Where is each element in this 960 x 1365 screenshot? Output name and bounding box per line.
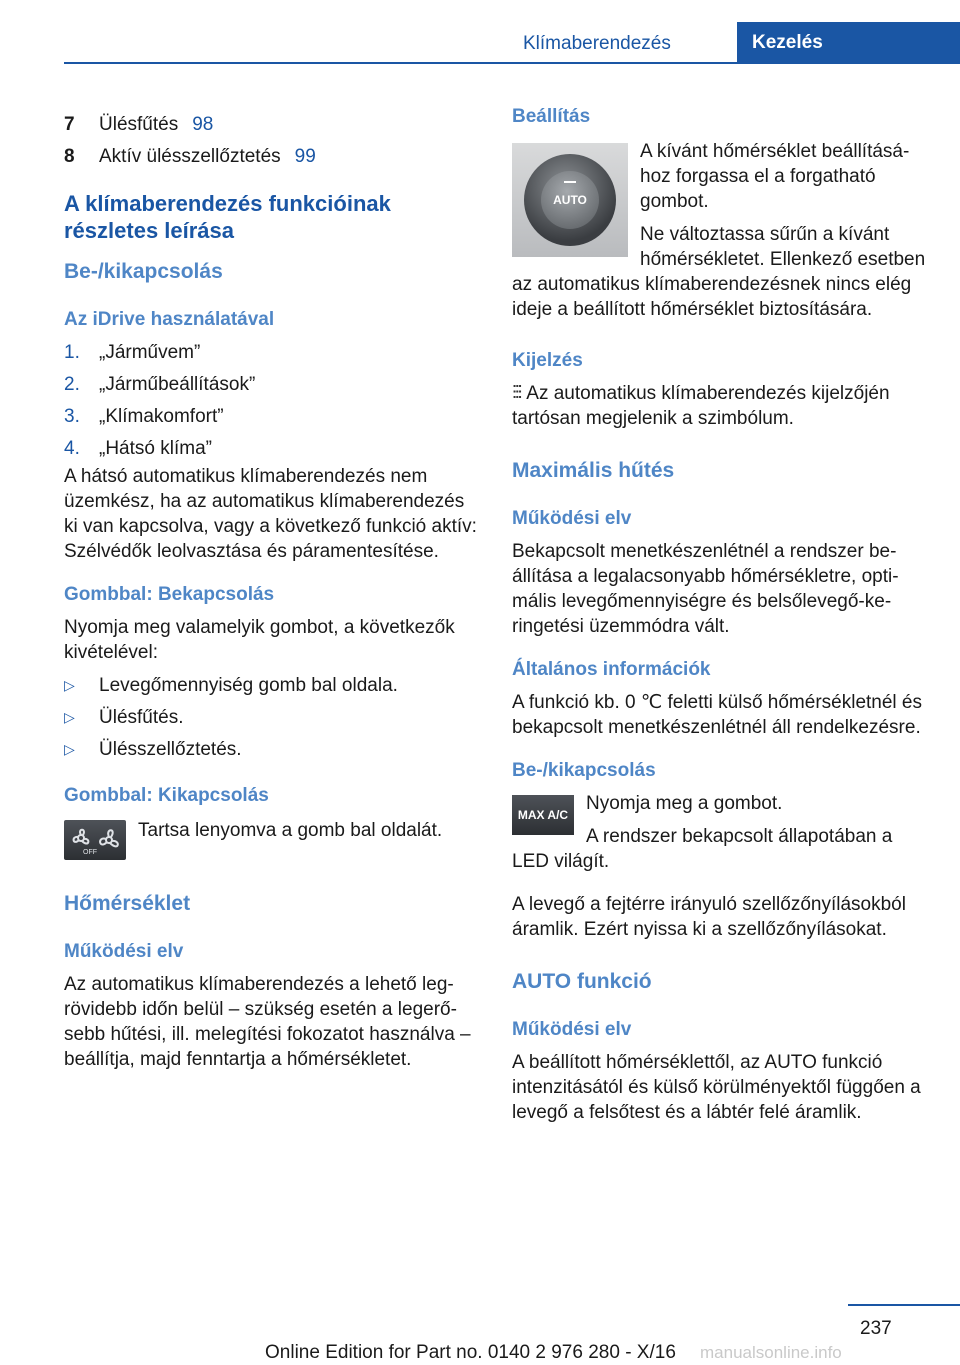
display-heading: Kijelzés <box>512 350 583 371</box>
left-column <box>64 112 479 1072</box>
knob-label: AUTO <box>553 192 587 207</box>
temperature-knob-image <box>512 143 628 257</box>
toc-number: 7 <box>64 114 75 135</box>
page-number: 237 <box>860 1318 892 1339</box>
running-header-tab: Kezelés <box>737 22 960 64</box>
max-cooling-principle-text: Bekapcsolt menetkészenlétnél a rendszer beállítása a legalacsonyabb hőmérsékletre, optimális levegőmennyiségre és belsőlevegő-keringetési üzemmódra vált. <box>512 541 899 637</box>
idrive-heading: Az iDrive használatával <box>64 309 275 330</box>
step-text: „Hátsó klíma” <box>99 438 212 459</box>
step-number: 3. <box>64 406 80 427</box>
list-item <box>64 340 479 372</box>
knob-auto-button <box>541 171 599 229</box>
triangle-bullet-icon: ▷ <box>64 741 75 757</box>
setting-heading: Beállítás <box>512 106 591 127</box>
toc-row <box>64 112 479 144</box>
step-number: 1. <box>64 342 80 363</box>
onoff-heading: Be-/kikapcsolás <box>64 260 223 283</box>
step-text: „Járművem” <box>99 342 201 363</box>
step-text: „Járműbeállítások” <box>99 374 256 395</box>
step-number: 2. <box>64 374 80 395</box>
minus-icon <box>564 181 576 183</box>
list-item <box>64 705 479 737</box>
toc-page-link[interactable]: 99 <box>294 146 316 167</box>
temperature-principle-text: Az automatikus klímaberendezés a lehető legrövidebb időn belül – szükség esetén a legerősebb hűtési, ill. melegítési fokozatot használva – beállítja, majd fenntartja a hőmérsékletet. <box>64 974 471 1070</box>
auto-principle-text: A beállított hőmérséklettől, az AUTO funkció intenzitásától és külső körülményektől függően a levegő a felsőtest és a lábtér felé áramlik. <box>512 1052 921 1123</box>
toc-row <box>64 144 479 176</box>
list-item <box>64 737 479 769</box>
general-info-text: A funkció kb. 0 ℃ feletti külső hőmérsékletnél és bekapcsolt menetkészenlétnél áll rendelkezésre. <box>512 692 922 738</box>
max-ac-onoff-text-2: A rendszer bekapcsolt állapotában a LED világít. <box>512 826 893 872</box>
section-title: A klímaberendezés funkcióinak részletes leírása <box>64 191 391 243</box>
max-ac-button-image: MAX A/C <box>512 795 574 835</box>
max-ac-onoff-heading: Be-/kikapcsolás <box>512 760 656 781</box>
step-number: 4. <box>64 438 80 459</box>
page-number-rule <box>848 1304 960 1306</box>
temperature-principle-heading: Működési elv <box>64 941 184 962</box>
auto-function-heading: AUTO funkció <box>512 970 652 993</box>
right-column <box>512 104 927 1125</box>
max-cool-symbol-icon: ⫶⫶⫶ <box>512 383 521 404</box>
list-item <box>64 404 479 436</box>
display-text: ⫶⫶⫶ Az automatikus klímaberendezés kijelzőjén tartósan megjelenik a szimbólum. <box>512 383 890 429</box>
triangle-bullet-icon: ▷ <box>64 677 75 693</box>
temperature-heading: Hőmérséklet <box>64 892 191 915</box>
general-info-heading: Általános információk <box>512 659 711 680</box>
toc-text: Ülésfűtés <box>99 114 179 135</box>
rear-climate-note: A hátsó automatikus klímaberendezés nem üzemkész, ha az automatikus klímaberendezés ki van kapcsolva, vagy a következő funkció aktív: Szélvédők leolvasztása és páramentesítése. <box>64 466 477 562</box>
toc-page-link[interactable]: 98 <box>192 114 214 135</box>
list-item <box>64 372 479 404</box>
edition-footer: Online Edition for Part no. 0140 2 976 280 - X/16 <box>265 1342 676 1363</box>
setting-text-2: Ne változtassa sűrűn a kívánt hőmérsékletet. Ellenkező esetben az automatikus klímaberendezésnek nincs elég ideje a beállított hőmérséklet biztosítására. <box>512 224 926 320</box>
exception-text: Ülésszellőztetés. <box>99 739 242 760</box>
fan-off-icon <box>67 824 123 856</box>
header-rule <box>64 62 960 64</box>
setting-text-1: A kívánt hőmérséklet beállításához forgassa el a forgatható gombot. <box>640 141 910 212</box>
max-cooling-heading: Maximális hűtés <box>512 459 675 482</box>
step-text: „Klímakomfort” <box>99 406 224 427</box>
toc-number: 8 <box>64 146 75 167</box>
button-on-text: Nyomja meg valamelyik gombot, a következők kivételével: <box>64 617 455 663</box>
svg-text:OFF: OFF <box>83 849 97 856</box>
exception-text: Ülésfűtés. <box>99 707 184 728</box>
knob-ring <box>524 154 616 246</box>
airflow-text: A levegő a fejtérre irányuló szellőzőnyílásokból áramlik. Ezért nyissa ki a szellőzőnyílásokat. <box>512 894 906 940</box>
button-off-text: Tartsa lenyomva a gomb bal oldalát. <box>138 820 443 841</box>
watermark: manualsonline.info <box>700 1343 842 1362</box>
fan-off-button-image <box>64 820 126 860</box>
auto-principle-heading: Működési elv <box>512 1019 632 1040</box>
max-cooling-principle-heading: Működési elv <box>512 508 632 529</box>
running-header-section: Klímaberendezés <box>523 33 671 54</box>
max-ac-onoff-text-1: Nyomja meg a gombot. <box>586 793 783 814</box>
list-item <box>64 673 479 705</box>
button-off-heading: Gombbal: Kikapcsolás <box>64 785 269 806</box>
exception-text: Levegőmennyiség gomb bal oldala. <box>99 675 398 696</box>
button-on-heading: Gombbal: Bekapcsolás <box>64 584 275 605</box>
toc-text: Aktív ülésszellőztetés <box>99 146 281 167</box>
triangle-bullet-icon: ▷ <box>64 709 75 725</box>
